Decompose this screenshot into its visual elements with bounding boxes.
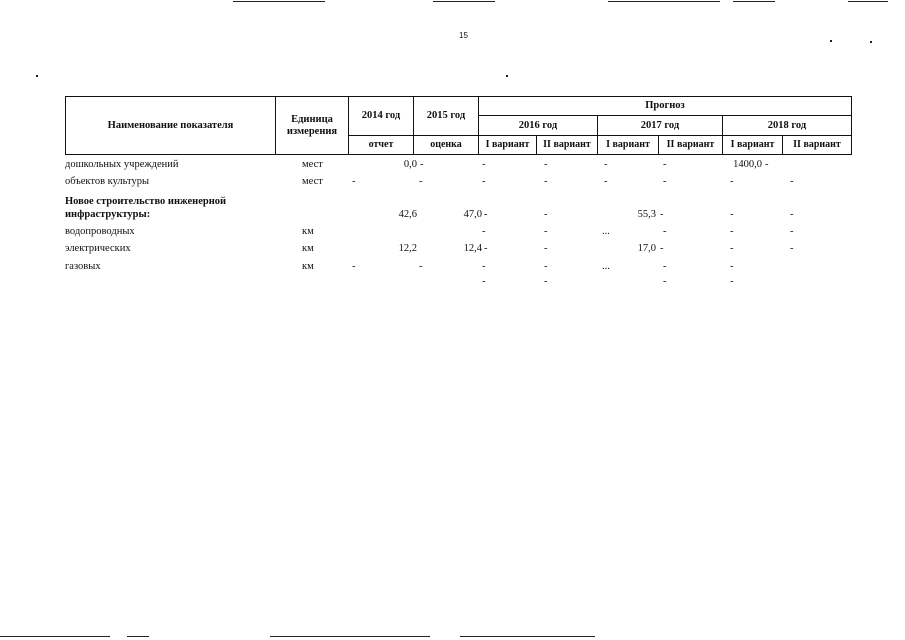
dash-2016-v1: -	[482, 226, 486, 237]
header-2018: 2018 год	[723, 116, 852, 136]
header-2017-variant-1: I вариант	[598, 136, 659, 155]
dash-2017-v1: -	[660, 209, 664, 220]
value-2014: 12,2	[398, 243, 417, 254]
unit-cell: мест	[302, 159, 323, 170]
indicator-name: газовых	[65, 261, 101, 272]
dash-2016-v2: -	[544, 226, 548, 237]
dash-2016-v1: -	[482, 159, 486, 170]
scan-artifact-line	[733, 1, 775, 2]
header-estimate: оценка	[414, 136, 479, 155]
scan-speck	[830, 40, 832, 42]
value-2017-v1: 55,3	[637, 209, 656, 220]
dash-2018-v2: -	[765, 159, 769, 170]
dash-2016-v1: -	[482, 261, 486, 272]
header-2018-variant-1: I вариант	[723, 136, 783, 155]
dash-2018-v2: -	[790, 176, 794, 187]
header-report: отчет	[349, 136, 414, 155]
header-2017: 2017 год	[598, 116, 723, 136]
dash-2015: -	[484, 243, 488, 254]
dash-2016-v2: -	[544, 261, 548, 272]
value-2015: 12,4	[463, 243, 482, 254]
dash-2014-end: -	[419, 176, 423, 187]
scan-artifact-line	[608, 1, 720, 2]
indicator-name: водопроводных	[65, 226, 135, 237]
scan-artifact-line	[848, 1, 888, 2]
dash-2018-v2: -	[790, 243, 794, 254]
scan-artifact-line	[270, 636, 430, 637]
ellipsis-2017: ...	[602, 261, 610, 272]
dash-2016-v1: -	[482, 276, 486, 287]
header-2016: 2016 год	[479, 116, 598, 136]
dash-2017-v2: -	[663, 226, 667, 237]
dash-2014-end: -	[419, 261, 423, 272]
dash-2017-v2: -	[663, 261, 667, 272]
indicator-section-title: Новое строительство инженерной инфраструктуры:	[65, 196, 227, 220]
scan-speck	[870, 41, 872, 43]
unit-cell: км	[302, 261, 314, 272]
dash-2018-v1: -	[730, 226, 734, 237]
scan-artifact-line	[233, 1, 325, 2]
dash-2018-v1: -	[730, 209, 734, 220]
unit-cell: мест	[302, 176, 323, 187]
dash-2018-v1: -	[730, 176, 734, 187]
header-2017-variant-2: II вариант	[659, 136, 723, 155]
dash-2018-v2: -	[790, 209, 794, 220]
dash-2016-v2: -	[544, 243, 548, 254]
header-2015: 2015 год	[414, 97, 479, 136]
indicator-name: дошкольных учреждений	[65, 159, 179, 170]
table-row	[65, 275, 865, 289]
unit-cell: км	[302, 243, 314, 254]
dash-2018-v1: -	[730, 261, 734, 272]
indicator-name: электрических	[65, 243, 131, 254]
indicators-table-header	[65, 96, 852, 155]
scan-artifact-line	[460, 636, 595, 637]
value-2014: 0,0	[403, 159, 417, 170]
header-2016-variant-2: II вариант	[537, 136, 598, 155]
table-row	[65, 195, 865, 223]
ellipsis-2017: ...	[602, 226, 610, 237]
header-2016-variant-1: I вариант	[479, 136, 537, 155]
dash-2015: -	[420, 159, 424, 170]
dash-2017-v1: -	[604, 159, 608, 170]
table-row	[65, 225, 865, 239]
scan-speck	[36, 75, 38, 77]
dash-2017-v1: -	[604, 176, 608, 187]
header-unit: Единица измерения	[276, 97, 349, 155]
dash-2018-v1: -	[730, 276, 734, 287]
dash-2016-v2: -	[544, 176, 548, 187]
dash-2017-v1: -	[660, 243, 664, 254]
dash-2017-v2: -	[663, 159, 667, 170]
dash-2016-v2: -	[544, 159, 548, 170]
header-2014: 2014 год	[349, 97, 414, 136]
dash-2014-report: -	[352, 176, 356, 187]
scan-artifact-line	[433, 1, 495, 2]
value-2014: 42,6	[398, 209, 417, 220]
dash-2017-v2: -	[663, 276, 667, 287]
indicator-name: объектов культуры	[65, 176, 150, 187]
scan-speck	[506, 75, 508, 77]
table-row	[65, 242, 865, 256]
table-row	[65, 175, 865, 189]
table-row	[65, 158, 865, 172]
header-forecast: Прогноз	[479, 97, 852, 116]
dash-2016-v2: -	[544, 276, 548, 287]
scan-artifact-line	[0, 636, 110, 637]
table-row	[65, 260, 865, 274]
dash-2016-v2: -	[544, 209, 548, 220]
dash-2018-v1: -	[730, 243, 734, 254]
dash-2014-report: -	[352, 261, 356, 272]
header-indicator-name: Наименование показателя	[66, 97, 276, 155]
page-number: 15	[459, 31, 468, 40]
dash-2016-v1: -	[482, 176, 486, 187]
value-2015: 47,0	[463, 209, 482, 220]
value-2017-v1: 17,0	[637, 243, 656, 254]
dash-2017-v2: -	[663, 176, 667, 187]
dash-2015: -	[484, 209, 488, 220]
unit-cell: км	[302, 226, 314, 237]
scan-artifact-line	[127, 636, 149, 637]
value-2018-v1: 1400,0	[733, 159, 762, 170]
header-2018-variant-2: II вариант	[783, 136, 852, 155]
dash-2018-v2: -	[790, 226, 794, 237]
